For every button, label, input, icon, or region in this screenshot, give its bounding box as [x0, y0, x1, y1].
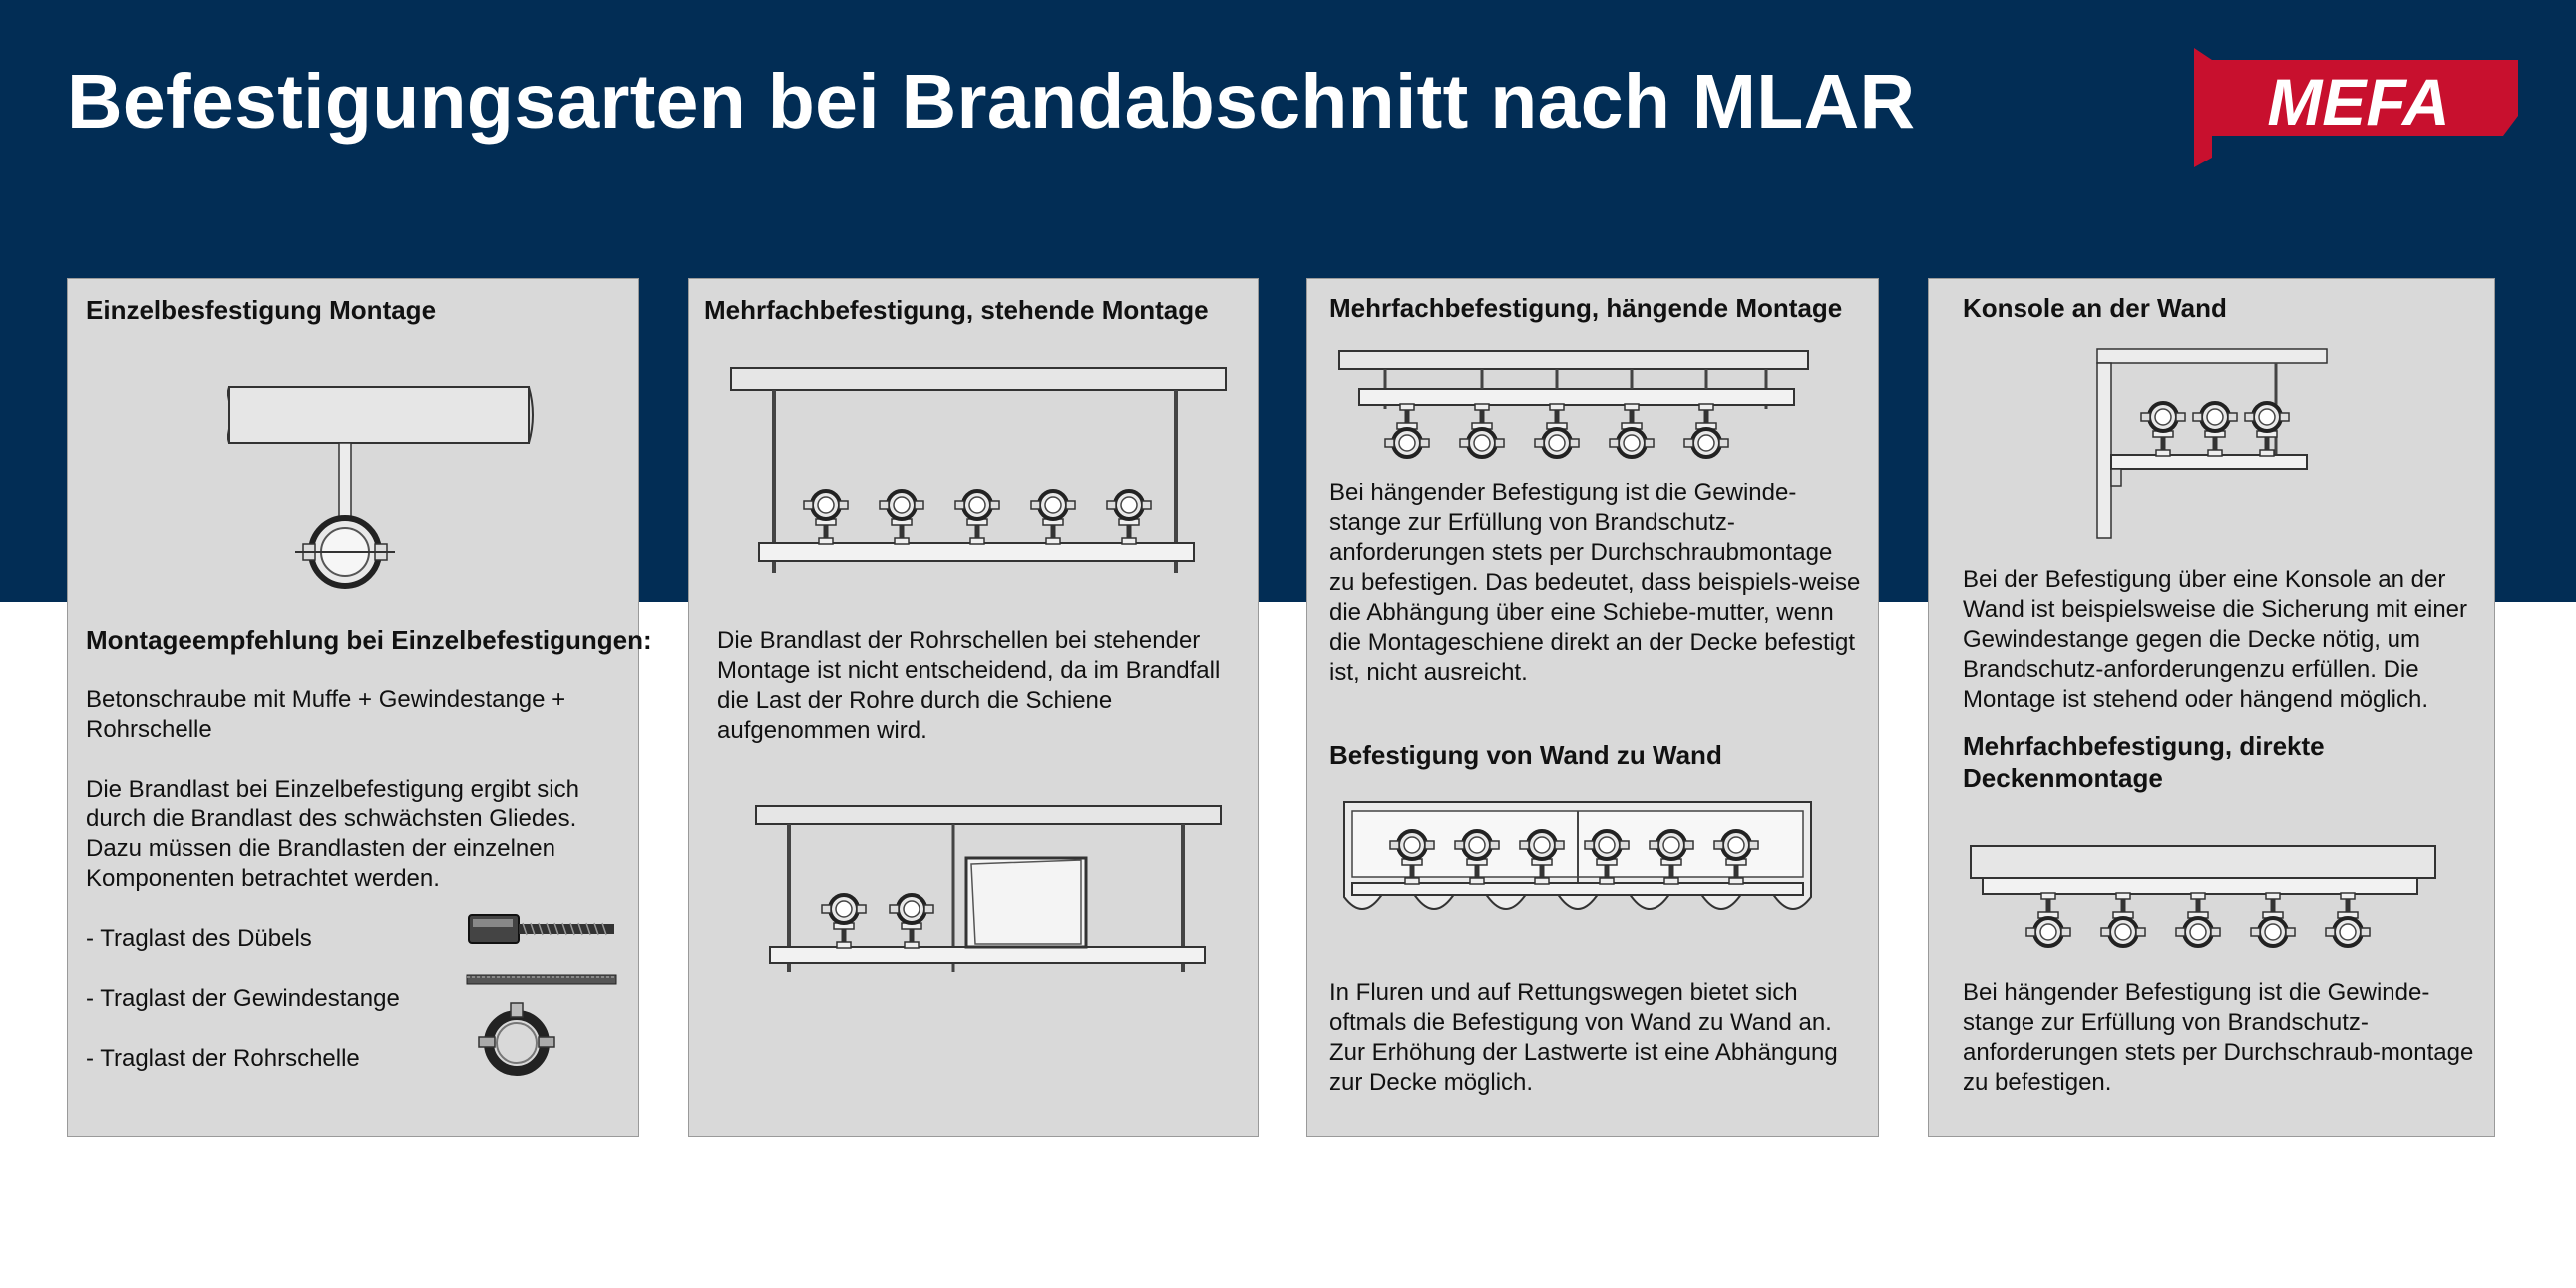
wall-to-wall-heading: Befestigung von Wand zu Wand: [1329, 740, 1722, 770]
threaded-rod-icon: [465, 967, 618, 991]
panel-standing-mounting: [688, 278, 1259, 1137]
direct-ceiling-drawing: [1969, 842, 2447, 992]
svg-text:MEFA: MEFA: [2267, 65, 2450, 139]
wall-to-wall-text: In Fluren und auf Rettungswegen bietet sich oftmals die Befestigung von Wand zu Wand an. Zur Erhöhung der Lastwerte ist eine Abhängung zur Decke möglich.: [1329, 979, 1838, 1096]
recommendation-text: Betonschraube mit Muffe + Gewindestange + Rohrschelle: [86, 686, 566, 743]
single-fire-load-text: Die Brandlast bei Einzelbefestigung ergibt sich durch die Brandlast des schwächsten Gliedes. Dazu müssen die Brandlasten der einzelnen Komponenten betrachtet werden.: [86, 776, 579, 892]
page-title: Befestigungsarten bei Brandabschnitt nach MLAR: [67, 59, 1916, 145]
wall-console-drawing: [2093, 345, 2333, 544]
component-label-threaded-rod: - Traglast der Gewindestange: [86, 985, 400, 1012]
panel-heading: Mehrfachbefestigung, hängende Montage: [1329, 293, 1843, 323]
panel-heading: Mehrfachbefestigung, stehende Montage: [704, 295, 1209, 325]
component-label-pipe-clamp: - Traglast der Rohrschelle: [86, 1045, 360, 1072]
direct-ceiling-heading: Mehrfachbefestigung, direkte Deckenmontage: [1963, 731, 2325, 793]
console-text: Bei der Befestigung über eine Konsole an der Wand ist beispielsweise die Sicherung mit einer Gewindestange gegen die Decke nötig, um Brandschutz-anforderungenzu erfüllen. Die Montage ist stehend oder hängend möglich.: [1963, 566, 2468, 713]
standing-trapeze-with-duct-drawing: [754, 803, 1223, 982]
pipe-clamp-icon: [477, 999, 566, 1079]
component-label-anchor: - Traglast des Dübels: [86, 925, 312, 952]
anchor-icon: [467, 907, 616, 951]
wall-to-wall-drawing: [1342, 798, 1821, 947]
standing-text: Die Brandlast der Rohrschellen bei stehender Montage ist nicht entscheidend, da im Brandfall die Last der Rohre durch die Schiene aufgenommen wird.: [717, 627, 1221, 744]
direct-ceiling-text: Bei hängender Befestigung ist die Gewinde-stange zur Erfüllung von Brandschutz-anforderungen stets per Durchschraub-montage zu befestigen.: [1963, 979, 2474, 1096]
mefa-logo: [2194, 48, 2518, 167]
panel-heading: Konsole an der Wand: [1963, 293, 2227, 323]
recommendation-heading: Montageempfehlung bei Einzelbefestigungen:: [86, 625, 652, 655]
panel-hanging-mounting: [1306, 278, 1879, 1137]
hanging-text: Bei hängender Befestigung ist die Gewinde-stange zur Erfüllung von Brandschutz-anforderungen stets per Durchschraubmontage zu befestigen. Das bedeutet, dass beispiels-weise die Abhängung über eine Schiebe-mutter, wenn die Montageschiene direkt an der Decke befestigt ist, nicht ausreicht.: [1329, 480, 1861, 686]
panel-heading: Einzelbesfestigung Montage: [86, 295, 437, 325]
standing-trapeze-drawing: [729, 364, 1228, 578]
panel-wall-console: [1928, 278, 2495, 1137]
panel-single-mounting: [67, 278, 652, 1137]
single-hanger-drawing: [227, 379, 547, 593]
hanging-rail-drawing: [1337, 347, 1816, 467]
